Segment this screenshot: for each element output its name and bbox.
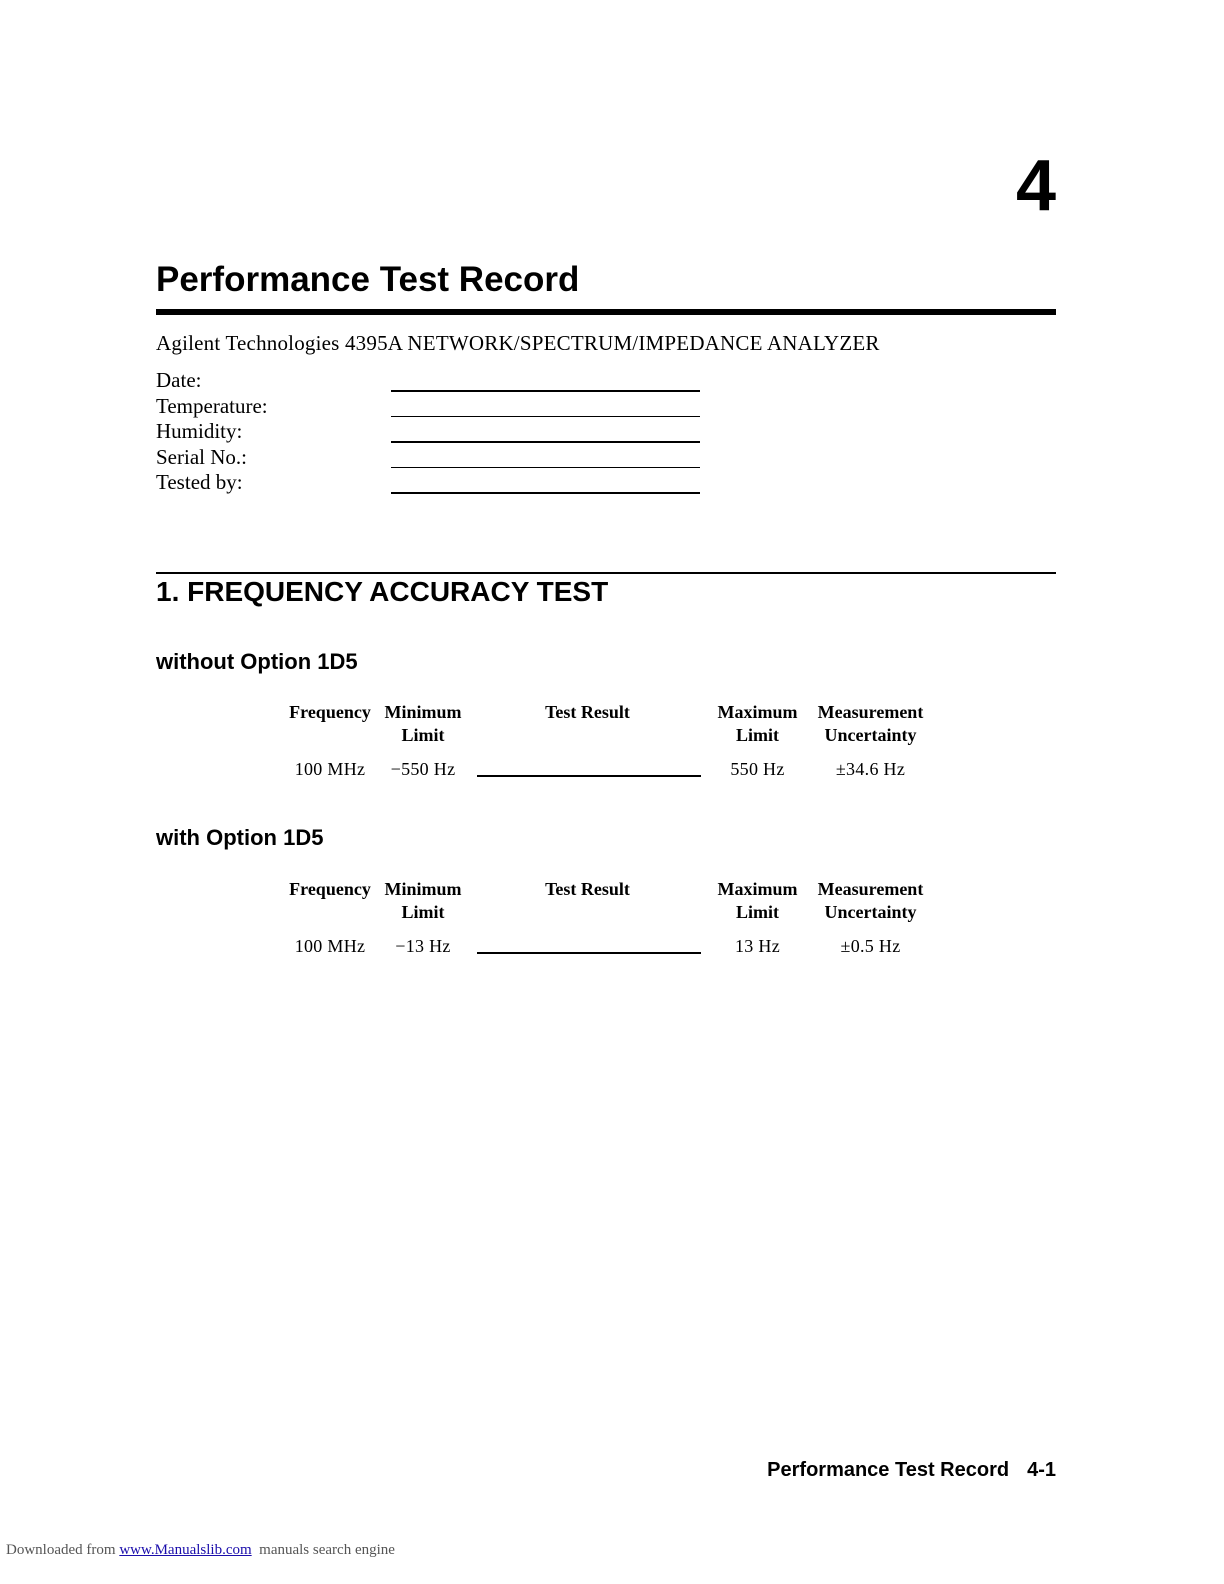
- page-title: Performance Test Record: [156, 260, 580, 299]
- download-note-suffix: manuals search engine: [259, 1542, 395, 1558]
- column-header-minimum-limit: Limit: [401, 725, 445, 745]
- cell-frequency: 100 MHz: [294, 759, 366, 779]
- cell-minimum-limit: −550 Hz: [390, 759, 456, 779]
- column-header-minimum: Minimum: [384, 879, 462, 899]
- cell-maximum-limit: 13 Hz: [735, 936, 780, 956]
- column-header-test-result: Test Result: [545, 879, 630, 899]
- manualslib-link[interactable]: www.Manualslib.com: [119, 1542, 252, 1558]
- info-label: Humidity:: [156, 419, 243, 444]
- subheading-with-option: with Option 1D5: [156, 825, 324, 850]
- cell-maximum-limit: 550 Hz: [730, 759, 785, 779]
- cell-measurement-uncertainty: ±34.6 Hz: [835, 759, 906, 779]
- column-header-minimum-limit: Limit: [401, 902, 445, 922]
- column-header-measurement: Measurement: [817, 702, 924, 722]
- column-header-maximum: Maximum: [717, 879, 798, 899]
- column-header-measurement: Measurement: [817, 879, 924, 899]
- info-label: Temperature:: [156, 393, 268, 418]
- test-result-line[interactable]: [477, 775, 701, 777]
- cell-measurement-uncertainty: ±0.5 Hz: [840, 936, 901, 956]
- info-field-line[interactable]: [391, 467, 700, 469]
- info-row-tested-by: [156, 472, 716, 498]
- frequency-table-without-option: [270, 701, 950, 791]
- info-field-line[interactable]: [391, 441, 700, 443]
- info-field-line[interactable]: [391, 390, 700, 392]
- info-field-line[interactable]: [391, 416, 700, 418]
- info-row-date: [156, 370, 716, 396]
- info-row-humidity: [156, 421, 716, 447]
- product-line: Agilent Technologies 4395A NETWORK/SPECTRUM/IMPEDANCE ANALYZER: [156, 331, 880, 355]
- cell-minimum-limit: −13 Hz: [395, 936, 451, 956]
- column-header-frequency: Frequency: [289, 879, 371, 899]
- column-header-uncertainty: Uncertainty: [824, 725, 917, 745]
- info-field-line[interactable]: [391, 492, 700, 494]
- download-note-prefix: Downloaded from: [6, 1542, 116, 1558]
- page-footer: [767, 1460, 1056, 1480]
- info-label: Date:: [156, 368, 202, 392]
- column-header-frequency: Frequency: [289, 702, 371, 722]
- frequency-table-with-option: [270, 878, 950, 968]
- footer-page-number: 4-1: [1027, 1459, 1056, 1481]
- info-row-temperature: [156, 393, 716, 422]
- column-header-test-result: Test Result: [545, 702, 630, 722]
- column-header-minimum: Minimum: [384, 702, 462, 722]
- chapter-number: 4: [1015, 146, 1056, 226]
- footer-title: Performance Test Record: [767, 1459, 1010, 1481]
- info-row-serial: [156, 444, 716, 473]
- section-title: 1. FREQUENCY ACCURACY TEST: [156, 576, 609, 607]
- info-block: [156, 370, 716, 498]
- subheading-without-option: without Option 1D5: [156, 649, 358, 674]
- info-label: Serial No.:: [156, 444, 247, 469]
- column-header-maximum-limit: Limit: [736, 902, 779, 922]
- column-header-maximum-limit: Limit: [736, 725, 779, 745]
- column-header-uncertainty: Uncertainty: [824, 902, 917, 922]
- title-rule: [156, 309, 1056, 315]
- info-label: Tested by:: [156, 470, 243, 495]
- cell-frequency: 100 MHz: [294, 936, 366, 956]
- test-result-line[interactable]: [477, 952, 701, 954]
- section-rule: [156, 572, 1056, 574]
- download-note: [6, 1543, 395, 1558]
- column-header-maximum: Maximum: [717, 702, 798, 722]
